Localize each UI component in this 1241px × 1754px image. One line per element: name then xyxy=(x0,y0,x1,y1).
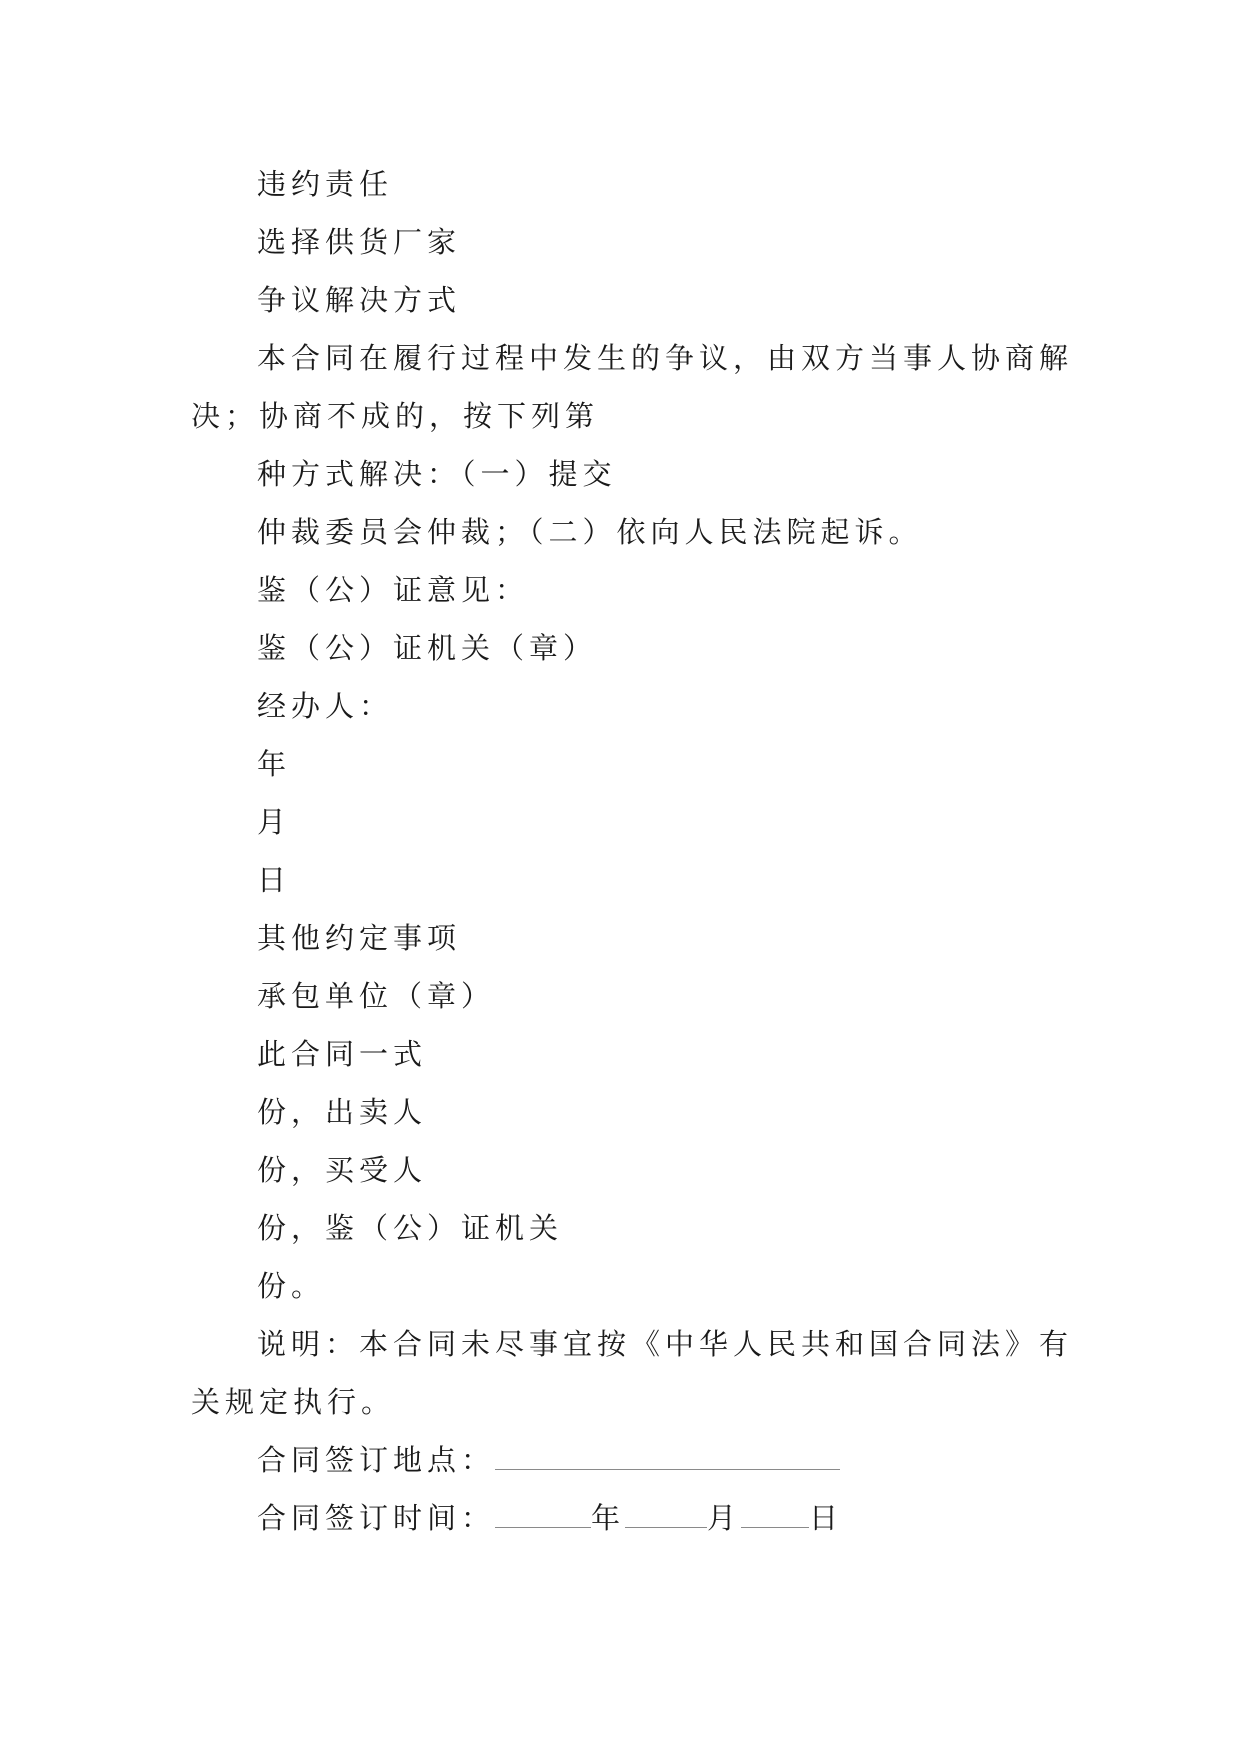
sign-year-label: 年 xyxy=(591,1501,626,1535)
note-paragraph-line-2: 关规定执行。 xyxy=(191,1385,396,1419)
contractor-seal-label: 承包单位（章） xyxy=(257,979,496,1013)
sign-day-label: 日 xyxy=(809,1501,844,1535)
heading-supplier-selection: 选择供货厂家 xyxy=(257,225,462,259)
day-label: 日 xyxy=(257,863,292,897)
notary-seal-label: 鉴（公）证机关（章） xyxy=(257,631,598,665)
handler-label: 经办人： xyxy=(257,689,394,723)
note-paragraph-line-1: 说明：本合同未尽事宜按《中华人民共和国合同法》有 xyxy=(257,1327,1074,1361)
arbitration-litigation-line: 仲裁委员会仲裁；（二）依向人民法院起诉。 xyxy=(257,515,923,549)
sign-place-blank[interactable] xyxy=(495,1443,840,1470)
year-label: 年 xyxy=(257,747,292,781)
copies-line-seller: 份，出卖人 xyxy=(257,1095,428,1129)
dispute-paragraph-line-1: 本合同在履行过程中发生的争议，由双方当事人协商解 xyxy=(257,341,1074,375)
copies-line-notary: 份，鉴（公）证机关 xyxy=(257,1211,564,1245)
copies-line-1: 此合同一式 xyxy=(257,1037,428,1071)
copies-line-buyer: 份，买受人 xyxy=(257,1153,428,1187)
notary-opinion-label: 鉴（公）证意见： xyxy=(257,573,530,607)
sign-time-label: 合同签订时间： xyxy=(257,1501,496,1535)
sign-year-blank[interactable] xyxy=(495,1501,591,1528)
heading-dispute-resolution: 争议解决方式 xyxy=(257,283,462,317)
sign-month-label: 月 xyxy=(707,1501,742,1535)
month-label: 月 xyxy=(257,805,292,839)
sign-day-blank[interactable] xyxy=(741,1501,809,1528)
dispute-option-line: 种方式解决：（一）提交 xyxy=(257,457,617,491)
copies-line-end: 份。 xyxy=(257,1269,326,1303)
sign-time-row xyxy=(257,1500,843,1536)
other-matters-heading: 其他约定事项 xyxy=(257,921,462,955)
heading-breach-liability: 违约责任 xyxy=(257,167,394,201)
sign-place-row xyxy=(257,1442,840,1478)
sign-place-label: 合同签订地点： xyxy=(257,1443,496,1477)
sign-month-blank[interactable] xyxy=(625,1501,707,1528)
dispute-paragraph-line-2: 决；协商不成的，按下列第 xyxy=(191,399,600,433)
